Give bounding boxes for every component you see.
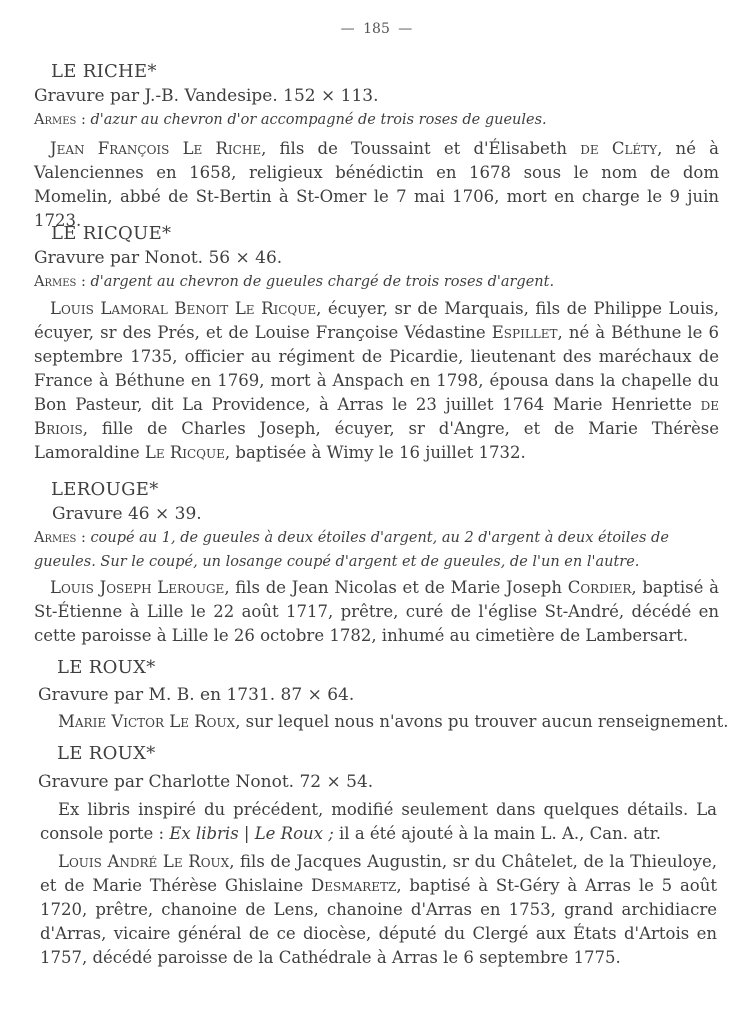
page-number: — 185 —	[340, 21, 413, 37]
arms-label: Armes :	[34, 530, 86, 546]
entry-le-ricque	[0, 222, 753, 465]
arms-text: d'argent au chevron de gueules chargé de trois roses d'argent.	[90, 274, 555, 290]
bio-name: Louis André Le Roux	[58, 852, 230, 871]
biography: Louis Lamoral Benoit Le Ricque, écuyer, sr de Marquais, fils de Philippe Louis, écuyer, sr des Prés, et de Louise Françoise Védastine Espillet, né à Béthune le 6 septembre 1735, officier au régiment de Picardie, lieutenant des maréchaux de France à Béthune en 1769, mort à Anspach en 1798, épousa dans la chapelle du Bon Pasteur, dit La Providence, à Arras le 23 juillet 1764 Marie Henriette de Briois, fille de Charles Joseph, écuyer, sr d'Angre, et de Marie Thérèse Lamoraldine Le Ricque, baptisée à Wimy le 16 juillet 1732.	[34, 299, 719, 462]
bio-name: Louis Lamoral Benoit Le Ricque	[50, 299, 317, 318]
biography: Louis Joseph Lerouge, fils de Jean Nicolas et de Marie Joseph Cordier, baptisé à St-Étienne à Lille le 22 août 1717, prêtre, curé de l'église St-André, décédé en cette paroisse à Lille le 26 octobre 1782, inhumé au cimetière de Lambersart.	[34, 578, 719, 645]
entry-heading: LEROUGE*	[51, 479, 159, 500]
arms-label: Armes :	[34, 112, 86, 128]
entry-heading: LE ROUX*	[57, 657, 156, 678]
entry-le-roux-2	[0, 742, 753, 970]
entry-heading: LE ROUX*	[57, 743, 156, 764]
bio-name: Marie Victor Le Roux	[58, 712, 236, 731]
engraving-info: Gravure par M. B. en 1731. 87 × 64.	[38, 685, 355, 705]
arms-line	[34, 526, 719, 574]
engraving-info: Gravure par Nonot. 56 × 46.	[34, 248, 283, 268]
entry-heading: LE RICQUE*	[51, 223, 172, 244]
arms-text: coupé au 1, de gueules à deux étoiles d'argent, au 2 d'argent à deux étoiles de gueules. Sur le coupé, un losange coupé d'argent et de gueules, de l'un en l'autre.	[34, 530, 669, 570]
entry-heading: LE RICHE*	[51, 61, 157, 82]
arms-label: Armes :	[34, 274, 86, 290]
biography: Jean François Le Riche, fils de Toussaint et d'Élisabeth de Cléty, né à Valenciennes en 1658, religieux bénédictin en 1678 sous le nom de dom Momelin, abbé de St-Bertin à St-Omer le 7 mai 1706, mort en charge le 9 juin 1723.	[34, 139, 719, 230]
arms-line	[34, 108, 753, 132]
engraving-info: Gravure par Charlotte Nonot. 72 × 54.	[38, 772, 374, 792]
bio-name: Louis Joseph Lerouge	[50, 578, 225, 597]
entry-lerouge	[0, 478, 753, 648]
note-italic: Ex libris | Le Roux ;	[169, 824, 334, 843]
entry-le-roux-1	[0, 656, 753, 734]
biography: Louis André Le Roux, fils de Jacques Augustin, sr du Châtelet, de la Thieuloye, et de Marie Thérèse Ghislaine Desmaretz, baptisé à St-Géry à Arras le 5 août 1720, prêtre, chanoine de Lens, chanoine d'Arras en 1753, grand archidiacre d'Arras, vicaire général de ce diocèse, député du Clergé aux États d'Artois en 1757, décédé paroisse de la Cathédrale à Arras le 6 septembre 1775.	[40, 852, 717, 967]
bio-name: Jean François Le Riche	[50, 139, 262, 158]
biography: Marie Victor Le Roux, sur lequel nous n'avons pu trouver aucun renseignement.	[58, 712, 729, 731]
engraving-info: Gravure par J.-B. Vandesipe. 152 × 113.	[34, 86, 379, 106]
note: Ex libris inspiré du précédent, modifié seulement dans quelques détails. La console porte : Ex libris | Le Roux ; il a été ajouté à la main L. A., Can. atr.	[40, 800, 717, 843]
engraving-info: Gravure 46 × 39.	[52, 504, 202, 524]
entry-le-riche	[0, 60, 753, 233]
arms-text: d'azur au chevron d'or accompagné de trois roses de gueules.	[90, 112, 547, 128]
arms-line	[34, 270, 753, 294]
